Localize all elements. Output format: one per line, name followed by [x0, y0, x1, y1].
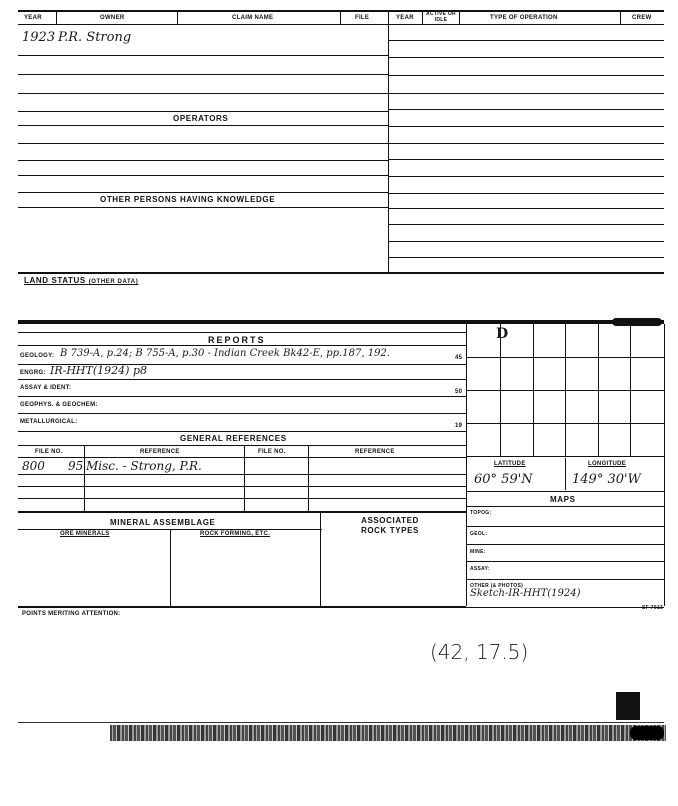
engrg-value: IR-HHT(1924) p8 — [50, 364, 147, 377]
geology-num: 45 — [455, 355, 463, 361]
header-year-2: YEAR — [396, 15, 414, 21]
header-claim-name: CLAIM NAME — [232, 15, 274, 21]
maps-mine: MINE: — [470, 549, 486, 555]
maps-title: MAPS — [550, 495, 576, 504]
header-type-of-operation: TYPE OF OPERATION — [490, 15, 558, 21]
maps-assay: ASSAY: — [470, 566, 490, 572]
metallurgical-label: METALLURGICAL: — [20, 419, 78, 425]
latitude-value: 60° 59'N — [474, 472, 533, 487]
maps-other: OTHER (& PHOTOS) — [470, 583, 524, 589]
assay-label: ASSAY & IDENT: — [20, 385, 72, 391]
geology-value: B 739-A, p.24; B 755-A, p.30 - Indian Creek Bk42-E, pp.187, 192. — [60, 348, 390, 359]
col-reference: REFERENCE — [140, 449, 180, 455]
ref-num: 95 — [68, 459, 84, 473]
grid-mark: D — [496, 326, 509, 342]
other-persons-title: OTHER PERSONS HAVING KNOWLEDGE — [100, 195, 276, 204]
maps-topog: TOPOG: — [470, 510, 492, 516]
mineral-title: MINERAL ASSEMBLAGE — [110, 518, 216, 527]
col-file-no: FILE NO. — [35, 449, 63, 455]
scan-blot — [612, 318, 662, 326]
assay-num: 50 — [455, 389, 463, 395]
handwritten-annotation: (42, 17.5) — [430, 640, 529, 664]
latitude-label: LATITUDE — [494, 461, 526, 467]
col-reference-2: REFERENCE — [355, 449, 395, 455]
entry-year: 1923 — [22, 30, 56, 45]
scan-artifact-block — [616, 692, 640, 720]
longitude-label: LONGITUDE — [588, 461, 627, 467]
maps-other-value: Sketch-IR-HHT(1924) — [470, 588, 581, 599]
general-references-title: GENERAL REFERENCES — [180, 434, 287, 443]
metallurgical-num: 19 — [455, 423, 463, 429]
scan-noise-band — [110, 725, 666, 741]
header-active-or-idle: ACTIVE OR IDLE — [426, 11, 456, 23]
form-number: SF 7013 — [642, 605, 664, 611]
col-file-no-2: FILE NO. — [258, 449, 286, 455]
ref-entry: Misc. - Strong, P.R. — [86, 459, 202, 473]
land-status-label — [24, 276, 138, 285]
col-rock-forming: ROCK FORMING, ETC. — [200, 531, 271, 537]
scan-blot-right — [630, 726, 664, 740]
ref-file: 800 — [22, 459, 45, 473]
header-year: YEAR — [24, 15, 42, 21]
points-meriting-attention: POINTS MERITING ATTENTION: — [22, 611, 121, 617]
longitude-value: 149° 30'W — [572, 472, 641, 487]
engrg-label: ENGRG: — [20, 370, 46, 376]
reports-title: REPORTS — [208, 335, 266, 345]
header-file: FILE — [355, 15, 370, 21]
maps-geol: GEOL: — [470, 531, 488, 537]
entry-owner: P.R. Strong — [58, 30, 132, 45]
scan-artifact-line — [18, 722, 664, 723]
header-crew: CREW — [632, 15, 652, 21]
land-status-sub: (OTHER DATA) — [88, 279, 139, 285]
geology-label: GEOLOGY: — [20, 353, 55, 359]
associated-rock-types: ASSOCIATED ROCK TYPES — [360, 516, 419, 535]
scan-bar — [18, 320, 664, 324]
col-ore-minerals: ORE MINERALS — [60, 531, 110, 537]
header-owner: OWNER — [100, 15, 125, 21]
land-status-title: LAND STATUS — [24, 276, 86, 285]
operators-title: OPERATORS — [173, 114, 229, 123]
geophys-label: GEOPHYS. & GEOCHEM: — [20, 402, 98, 408]
